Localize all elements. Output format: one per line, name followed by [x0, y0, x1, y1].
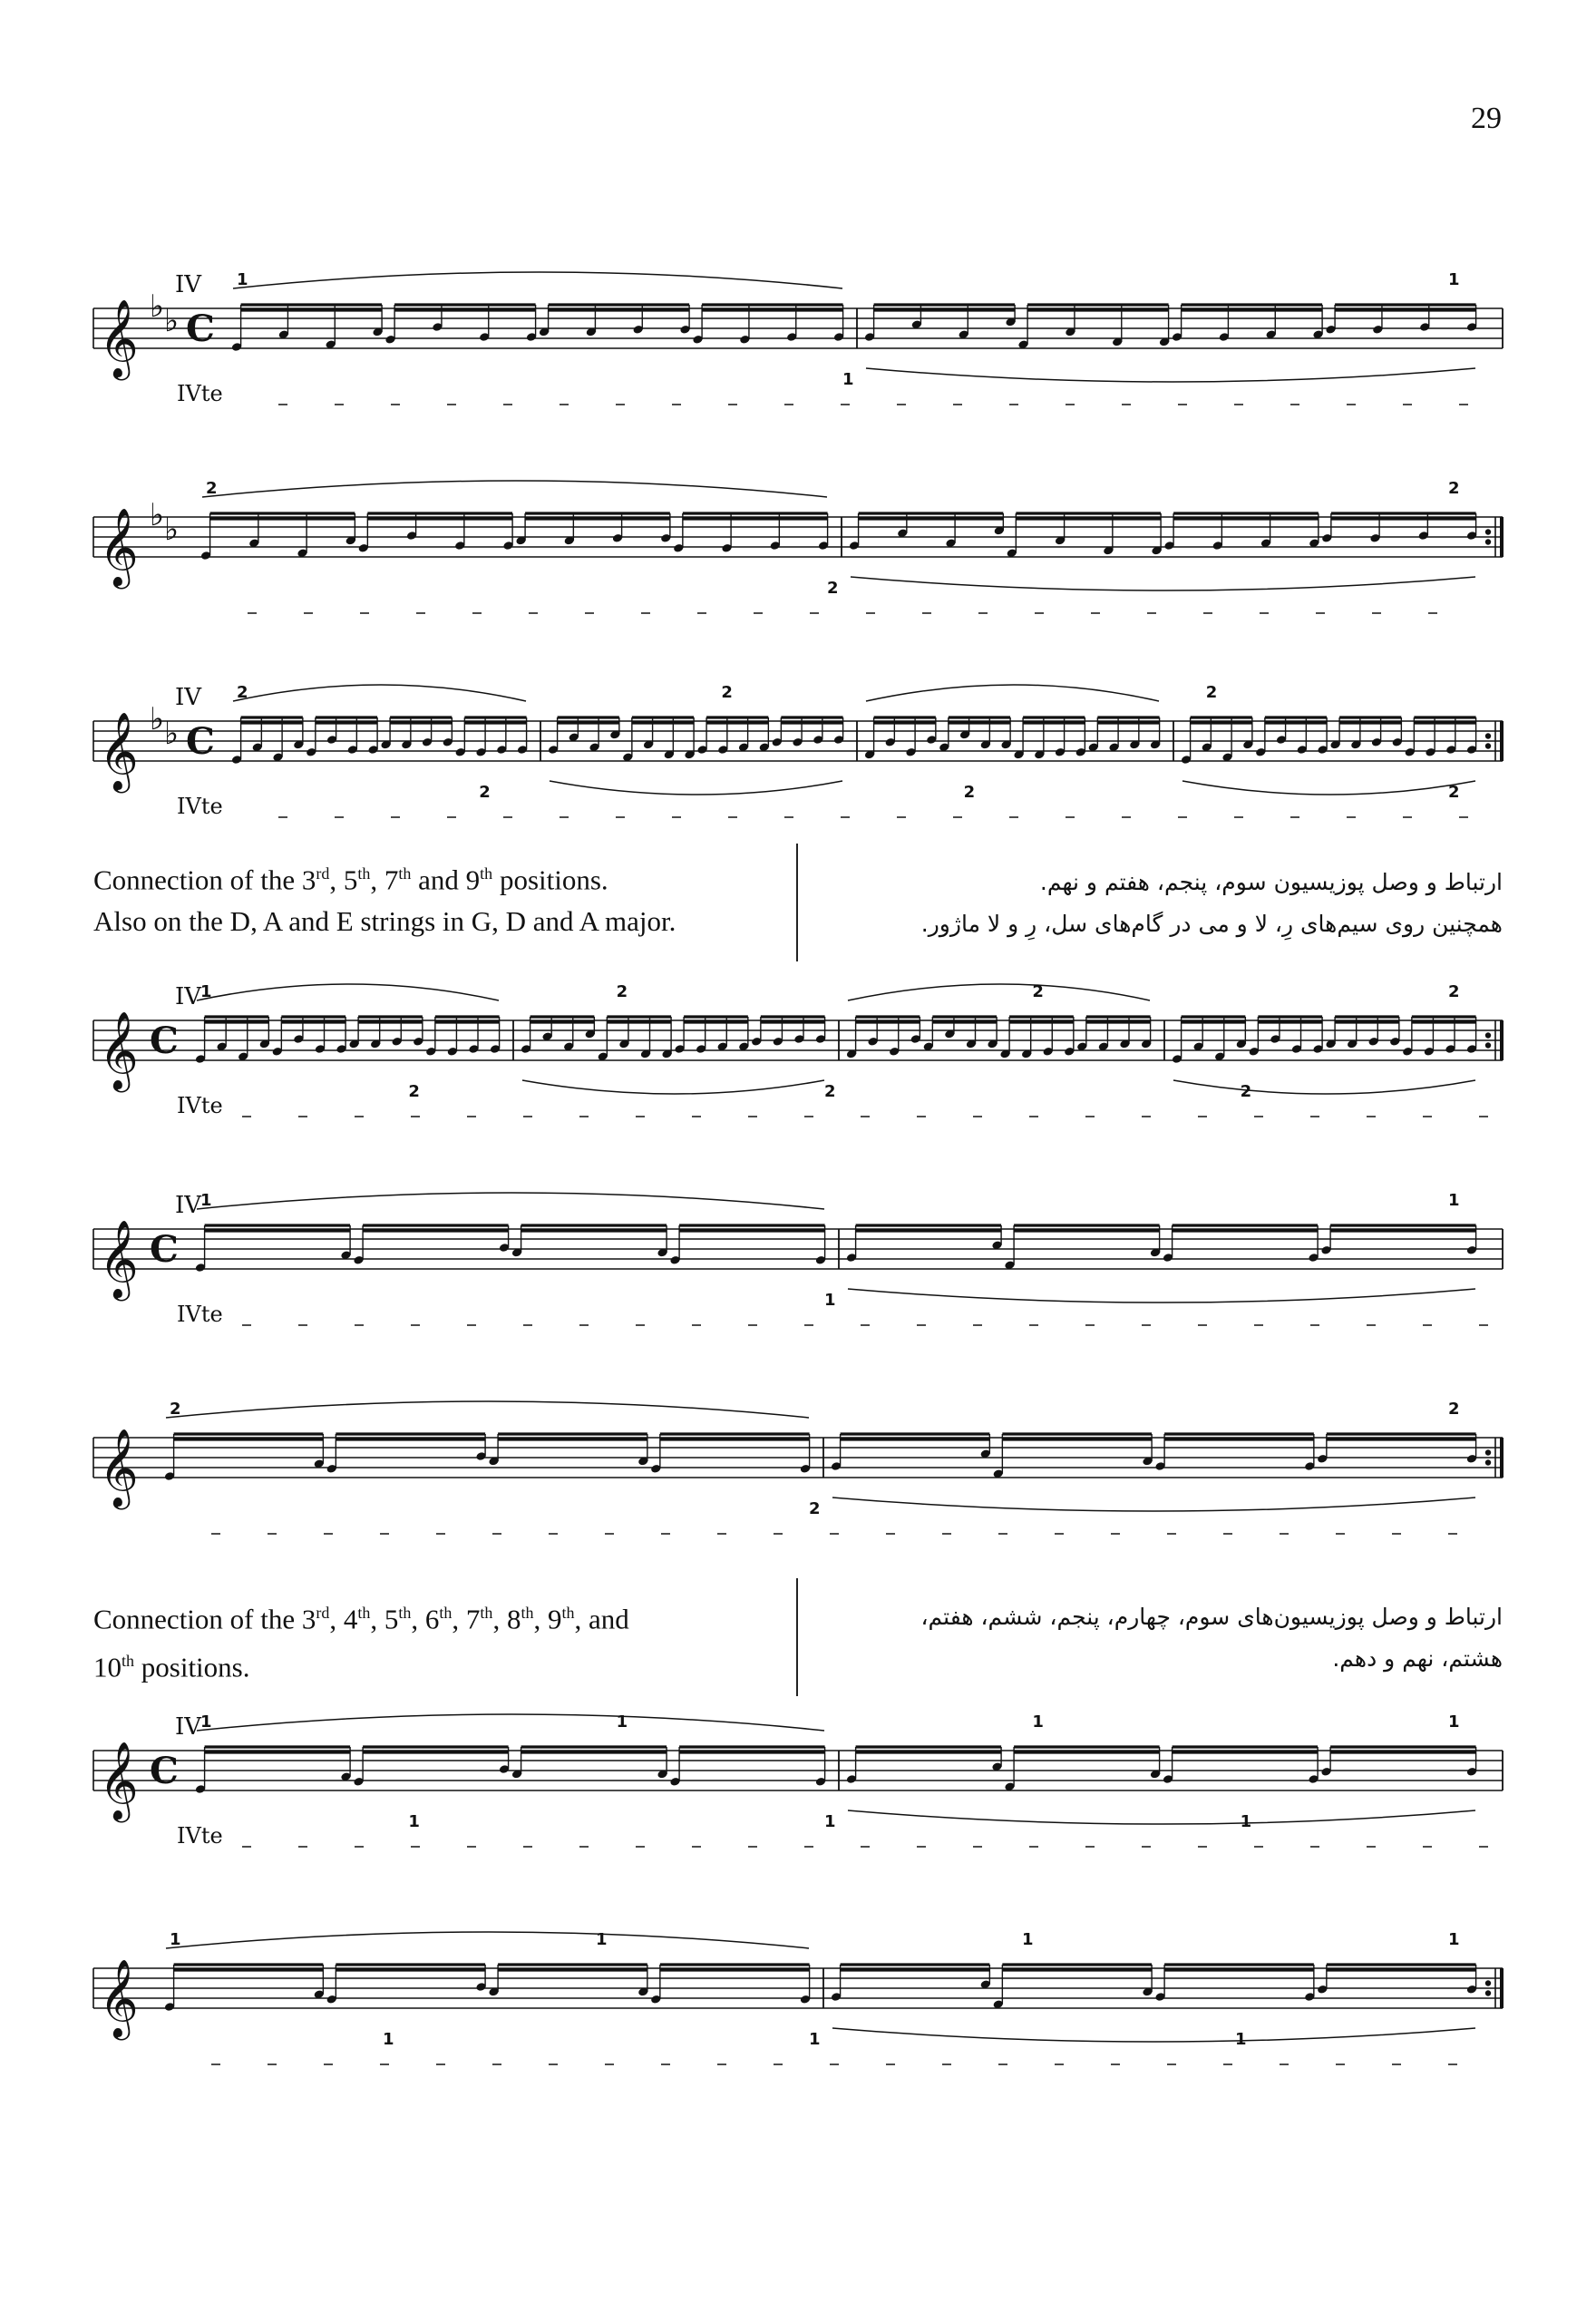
time-signature: C: [150, 1750, 179, 1792]
treble-clef-icon: 𝄞: [99, 1220, 139, 1298]
fingering-number: 2: [827, 579, 839, 598]
caption-persian-line: ارتباط و وصل پوزیسیون سوم، پنجم، هفتم و نهم.: [1039, 869, 1503, 895]
fingering-number: 2: [1448, 982, 1460, 1001]
slur: [522, 1080, 824, 1094]
fingering-number: 2: [237, 683, 248, 702]
music-staff: [0, 263, 1596, 426]
slur: [848, 1810, 1475, 1824]
fingering-number: 2: [170, 1400, 181, 1419]
string-label: IVte: [177, 381, 223, 406]
slur: [550, 781, 842, 795]
repeat-dot: [1485, 1032, 1491, 1038]
fingering-number: 1: [237, 270, 248, 289]
slur: [233, 685, 526, 701]
fingering-number: 2: [1205, 683, 1218, 702]
caption-persian-line: هشتم، نهم و دهم.: [1332, 1645, 1503, 1672]
string-mark: IV: [175, 1713, 202, 1741]
slur: [848, 984, 1150, 1000]
fingering-number: 2: [1240, 1082, 1252, 1101]
fingering-number: 2: [616, 982, 628, 1001]
time-signature: C: [186, 720, 215, 763]
slur: [166, 1401, 809, 1418]
flat-icon: ♭: [164, 303, 180, 339]
fingering-number: 2: [479, 783, 491, 802]
slur: [202, 481, 827, 497]
fingering-number: 2: [408, 1082, 420, 1101]
time-signature: C: [150, 1228, 179, 1271]
string-mark: IV: [175, 1192, 202, 1219]
fingering-number: 1: [1448, 1191, 1460, 1210]
fingering-number: 2: [721, 683, 733, 702]
fingering-number: 1: [824, 1812, 836, 1831]
fingering-number: 2: [1448, 479, 1460, 498]
treble-clef-icon: 𝄞: [99, 1742, 139, 1820]
repeat-dot: [1485, 1990, 1491, 1995]
fingering-number: 1: [200, 982, 212, 1001]
treble-clef-icon: 𝄞: [99, 712, 139, 790]
treble-clef-icon: 𝄞: [99, 508, 139, 586]
slur: [866, 368, 1475, 382]
fingering-number: 1: [842, 370, 854, 389]
flat-icon: ♭: [164, 716, 180, 752]
music-staff: [0, 1923, 1596, 2086]
fingering-number: 2: [824, 1082, 836, 1101]
music-staff: [0, 1392, 1596, 1556]
caption-english-line: Connection of the 3rd, 5th, 7th and 9th positions.: [93, 863, 608, 896]
treble-clef-icon: 𝄞: [99, 1959, 139, 2037]
fingering-number: 1: [1448, 1712, 1460, 1732]
music-staff: [0, 472, 1596, 635]
fingering-number: 1: [170, 1930, 181, 1949]
fingering-number: 1: [1240, 1812, 1252, 1831]
treble-clef-icon: 𝄞: [99, 299, 139, 377]
caption-english-line: 10th positions.: [93, 1651, 250, 1683]
slur: [197, 1193, 824, 1209]
music-staff: [0, 1184, 1596, 1347]
flat-icon: ♭: [150, 497, 165, 533]
string-label: IVte: [177, 1302, 223, 1327]
time-signature: C: [150, 1020, 179, 1062]
fingering-number: 2: [206, 479, 218, 498]
string-label: IVte: [177, 794, 223, 819]
repeat-dot: [1485, 733, 1491, 738]
music-staff: [0, 676, 1596, 839]
fingering-number: 1: [1448, 1930, 1460, 1949]
fingering-number: 1: [408, 1812, 420, 1831]
repeat-dot: [1485, 529, 1491, 534]
slur: [832, 2028, 1475, 2042]
repeat-dot: [1485, 1042, 1491, 1048]
caption-persian: [759, 1596, 1503, 1680]
fingering-number: 2: [1032, 982, 1044, 1001]
fingering-number: 1: [1022, 1930, 1034, 1949]
slur: [166, 1932, 809, 1948]
repeat-dot: [1485, 743, 1491, 748]
fingering-number: 1: [596, 1930, 608, 1949]
string-mark: IV: [175, 983, 202, 1010]
slur: [1173, 1080, 1475, 1094]
slur: [866, 685, 1159, 701]
slur: [848, 1289, 1475, 1302]
time-signature: C: [186, 307, 215, 350]
caption-english: [93, 1592, 783, 1689]
fingering-number: 1: [1235, 2030, 1247, 2049]
music-staff: [0, 975, 1596, 1138]
fingering-number: 2: [1448, 1400, 1460, 1419]
fingering-number: 2: [963, 783, 976, 802]
fingering-number: 1: [824, 1291, 836, 1310]
slur: [851, 577, 1475, 590]
caption-persian: [759, 862, 1503, 945]
string-mark: IV: [175, 271, 202, 298]
caption-persian-line: همچنین روی سیم‌های رِ، لا و می در گام‌های سل، رِ و لا ماژور.: [920, 911, 1503, 937]
fingering-number: 1: [200, 1712, 212, 1732]
caption-english-line: Connection of the 3rd, 4th, 5th, 6th, 7th, 8th, 9th, and: [93, 1603, 629, 1635]
repeat-dot: [1485, 1980, 1491, 1985]
slur: [1182, 781, 1475, 795]
flat-icon: ♭: [150, 288, 165, 325]
repeat-dot: [1485, 1459, 1491, 1465]
fingering-number: 1: [809, 2030, 821, 2049]
page-number: 29: [1471, 102, 1502, 135]
slur: [197, 1714, 824, 1731]
fingering-number: 1: [1032, 1712, 1044, 1732]
slur: [197, 984, 499, 1000]
fingering-number: 1: [1448, 270, 1460, 289]
caption-english: [93, 853, 783, 942]
caption-english-line: Also on the D, A and E strings in G, D and A major.: [93, 905, 676, 938]
repeat-dot: [1485, 539, 1491, 544]
fingering-number: 1: [200, 1191, 212, 1210]
treble-clef-icon: 𝄞: [99, 1429, 139, 1507]
slur: [233, 272, 842, 288]
caption-persian-line: ارتباط و وصل پوزیسیون‌های سوم، چهارم، پنجم، ششم، هفتم،: [920, 1604, 1503, 1630]
music-staff: [0, 1705, 1596, 1868]
fingering-number: 1: [616, 1712, 628, 1732]
string-label: IVte: [177, 1823, 223, 1849]
flat-icon: ♭: [150, 701, 165, 737]
treble-clef-icon: 𝄞: [99, 1011, 139, 1089]
fingering-number: 2: [809, 1499, 821, 1518]
flat-icon: ♭: [164, 512, 180, 548]
slur: [832, 1498, 1475, 1511]
string-label: IVte: [177, 1093, 223, 1118]
fingering-number: 2: [1448, 783, 1460, 802]
repeat-dot: [1485, 1449, 1491, 1455]
fingering-number: 1: [383, 2030, 394, 2049]
string-mark: IV: [175, 684, 202, 711]
